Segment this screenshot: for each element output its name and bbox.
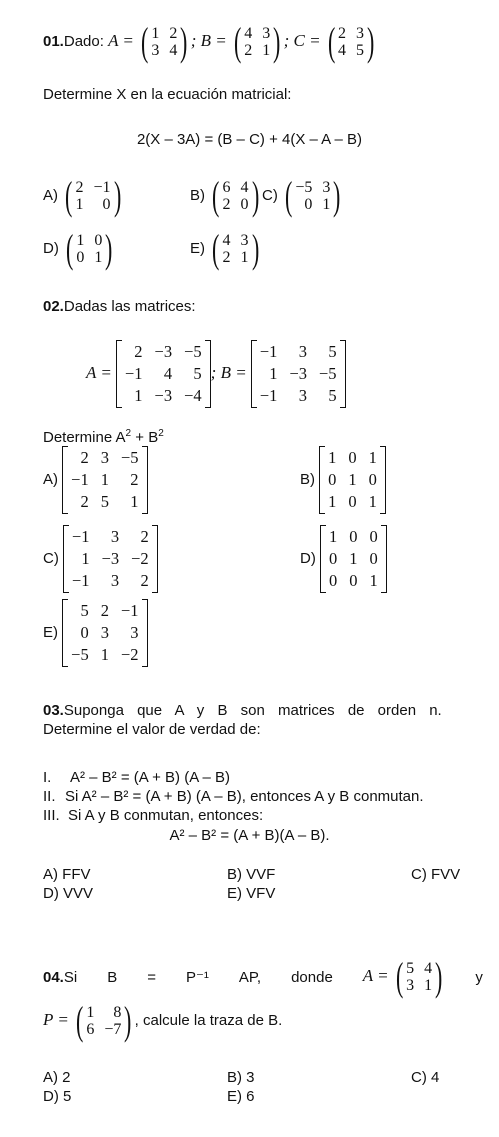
matrix-b: ( 4 3 2 1 ) bbox=[233, 19, 281, 64]
problem-04-line1: 04.Si B = P⁻¹ AP, donde A = ( 5 4 3 1 ) y bbox=[43, 954, 483, 999]
p4-option-b: B) 3 bbox=[227, 1069, 255, 1086]
statement-i: I. A² – B² = (A + B) (A – B) bbox=[43, 769, 231, 786]
p2-option-c: C) −1 3 2 1 −3 −2 −1 3 2 bbox=[43, 525, 158, 593]
p1-option-e: E) ( 4 3 2 1 ) bbox=[190, 226, 259, 271]
problem-03-intro: 03.Suponga que A y B son matrices de orden n. Determine el valor de verdad de: bbox=[43, 702, 442, 738]
problem-number: 01. bbox=[43, 32, 64, 50]
p4-option-d: D) 5 bbox=[43, 1088, 72, 1105]
matrix-b-label: ; B = bbox=[190, 30, 227, 50]
matrix-b-label: ; B = bbox=[210, 362, 247, 382]
matrix-a: ( 5 4 3 1 ) bbox=[395, 954, 443, 999]
problem-number: 02. bbox=[43, 298, 64, 315]
problem-intro: Dadas las matrices: bbox=[63, 298, 196, 315]
problem-01-prompt: Determine X en la ecuación matricial: bbox=[43, 86, 292, 103]
matrix-a: 2 −3 −5 −1 4 5 1 −3 −4 bbox=[116, 340, 211, 408]
p1-option-c: C) ( −5 3 0 1 ) bbox=[262, 173, 341, 218]
problem-04-line2: P = ( 1 8 6 −7 ) , calcule la traza de B. bbox=[43, 998, 283, 1043]
p2-option-e: E) 5 2 −1 0 3 3 −5 1 −2 bbox=[43, 599, 148, 667]
statement-iii-formula: A² – B² = (A + B)(A – B). bbox=[169, 827, 330, 844]
p1-option-d: D) ( 1 0 0 1 ) bbox=[43, 226, 113, 271]
matrix-c: ( 2 3 4 5 ) bbox=[327, 19, 375, 64]
p4-option-c: C) 4 bbox=[411, 1069, 440, 1086]
matrix-a-label: A = bbox=[108, 30, 134, 50]
p3-option-c: C) FVV bbox=[411, 866, 461, 883]
matrix-a: ( 1 2 3 4 ) bbox=[141, 19, 188, 64]
problem-02-matrices bbox=[86, 340, 346, 408]
matrix-a-label: A = bbox=[86, 362, 112, 382]
p3-option-a: A) FFV bbox=[43, 866, 91, 883]
problem-intro: Dado: bbox=[63, 32, 104, 50]
problem-02-prompt: Determine $A^2 + B^2$ bbox=[43, 428, 164, 446]
p1-option-b: B) ( 6 4 2 0 ) bbox=[190, 173, 259, 218]
p1-option-a: A) ( 2 −1 1 0 ) bbox=[43, 173, 121, 218]
p4-option-e: E) 6 bbox=[227, 1088, 255, 1105]
statement-ii: II. Si A² – B² = (A + B) (A – B), entonces A y B conmutan. bbox=[43, 788, 424, 805]
matrix-p: ( 1 8 6 −7 ) bbox=[75, 998, 132, 1043]
statement-iii: III. Si A y B conmutan, entonces: bbox=[43, 807, 264, 824]
p2-option-b: B) 1 0 1 0 1 0 1 0 1 bbox=[300, 446, 386, 514]
p4-option-a: A) 2 bbox=[43, 1069, 71, 1086]
p3-option-e: E) VFV bbox=[227, 885, 276, 902]
matrix-c-label: ; C = bbox=[283, 30, 321, 50]
p3-option-d: D) VVV bbox=[43, 885, 94, 902]
problem-01-equation: 2(X – 3A) = (B – C) + 4(X – A – B) bbox=[136, 131, 363, 148]
p2-option-a: A) 2 3 −5 −1 1 2 2 5 1 bbox=[43, 446, 148, 514]
matrix-b: −1 3 5 1 −3 −5 −1 3 5 bbox=[251, 340, 346, 408]
problem-01-header bbox=[43, 19, 377, 64]
p2-option-d: D) 1 0 0 0 1 0 0 0 1 bbox=[300, 525, 387, 593]
problem-02-header bbox=[43, 298, 196, 315]
p3-option-b: B) VVF bbox=[227, 866, 276, 883]
